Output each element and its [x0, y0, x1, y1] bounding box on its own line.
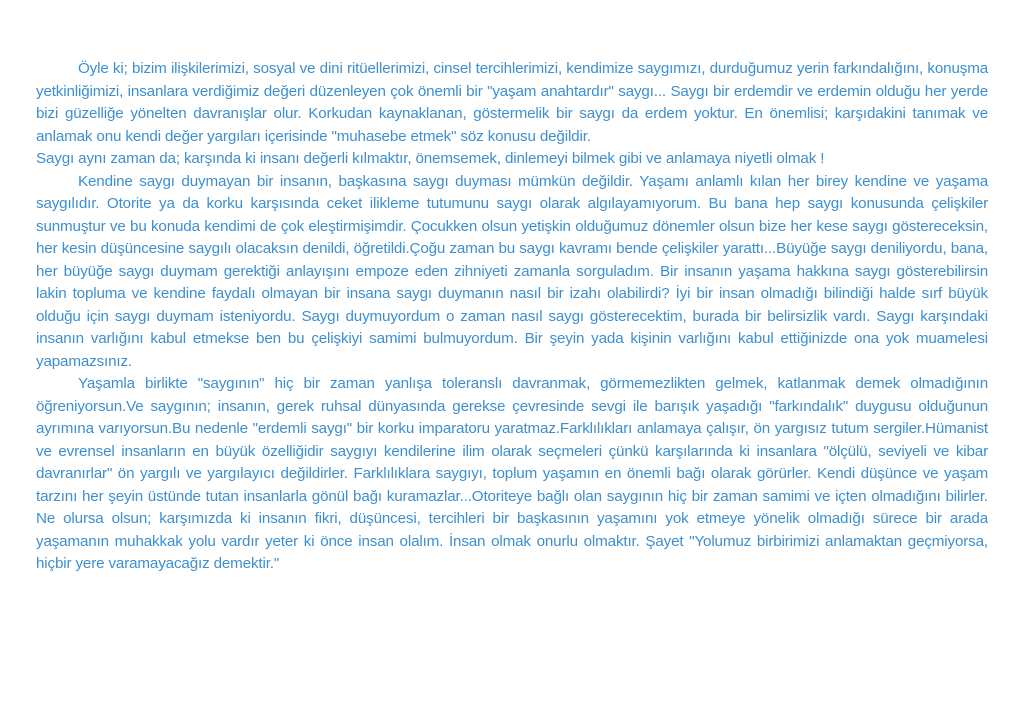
paragraph-1: Öyle ki; bizim ilişkilerimizi, sosyal ve dini ritüellerimizi, cinsel tercihlerimizi, kendimize saygımızı, durduğumuz yerin farkındalığını, konuşma yetkinliğimizi, insanlara verdiğimiz değeri düzenleyen çok önemli bir "yaşam anahtardır" saygı... Saygı bir erdemdir ve erdemin olduğu her yerde bizi güzelliğe yönelten davranışlar olur. Korkudan kaynaklanan, göstermelik bir saygı da erdem yoktur. En önemlisi; karşıdakini tanımak ve anlamak onu kendi değer yargıları içerisinde "muhasebe etmek" söz konusu değildir. [36, 60, 988, 145]
paragraph-2: Saygı aynı zaman da; karşında ki insanı değerli kılmaktır, önemsemek, dinlemeyi bilmek gibi ve anlamaya niyetli olmak ! [36, 150, 825, 167]
paragraph-3: Kendine saygı duymayan bir insanın, başkasına saygı duyması mümkün değildir. Yaşamı anlamlı kılan her birey kendine ve yaşama saygılıdır. Otorite ya da korku karşısında ceket ilikleme tutumunu saygı olarak algılayamıyorum. Bu bana hep saygı konusunda çelişkiler sunmuştur ve bu konuda kendimi de çok eleştirmişimdir. Çocukken olsun yetişkin olduğumuz dönemler olsun bize her kese saygı göstereceksin, her kesin düşüncesine saygılı olacaksın denildi, öğretildi.Çoğu zaman bu saygı kavramı bende çelişkiler yarattı...Büyüğe saygı deniliyordu, bana, her büyüğe saygı duymam gerektiği anlayışını empoze eden zihniyeti zamanla sorguladım. Bir insanın yaşama hakkına saygı gösterebilirsin lakin topluma ve kendine faydalı olmayan bir insana saygı duymanın nasıl bir izahı olabilirdi? İyi bir insan olmadığı bilindiği halde sırf büyük olduğu için saygı duymam isteniyordu. Saygı duymuyordum o zaman nasıl saygı gösterecektim, burada bir belirsizlik vardı. Saygı karşındaki insanın varlığını kabul etmekse ben bu çelişkiyi samimi bulmuyordum. Bir şeyin yada kişinin varlığını kabul ettiğinizde ona yok muamelesi yapamazsınız. [36, 172, 988, 370]
paragraph-4: Yaşamla birlikte "saygının" hiç bir zaman yanlışa toleranslı davranmak, görmemezlikten gelmek, katlanmak demek olmadığının öğreniyorsun.Ve saygının; insanın, gerek ruhsal dünyasında gerekse çevresinde sevgi ile barışık yaşadığı "farkındalık" duygusu olduğunun ayrımına varıyorsun.Bu nedenle "erdemli saygı" bir korku imparatoru yaratmaz.Farklılıkları anlamaya çalışır, ön yargısız tutum sergiler.Hümanist ve evrensel insanların en büyük özelliğidir saygıyı kendilerine ilim olarak seçmeleri çünkü karşılarında ki insanlara "ölçülü, seviyeli ve kibar davranırlar" ön yargılı ve yargılayıcı değildirler. Farklılıklara saygıyı, toplum yaşamın en önemli bağı olarak görürler. Kendi düşünce ve yaşam tarzını her şeyin üstünde tutan insanlarla gönül bağı kuramazlar...Otoriteye bağlı olan saygının hiç bir zaman samimi ve içten olmadığını bilirler. Ne olursa olsun; karşımızda ki insanın fikri, düşüncesi, tercihleri bir başkasının yaşamını yok etmeye yönelik olmadığı sürece bir arada yaşamanın muhakkak yolu vardır yeter ki önce insan olalım. İnsan olmak onurlu olmaktır. Şayet "Yolumuz birbirimizi anlamaktan geçmiyorsa, hiçbir yere varamayacağız demektir." [36, 375, 988, 572]
document-page [36, 58, 988, 576]
